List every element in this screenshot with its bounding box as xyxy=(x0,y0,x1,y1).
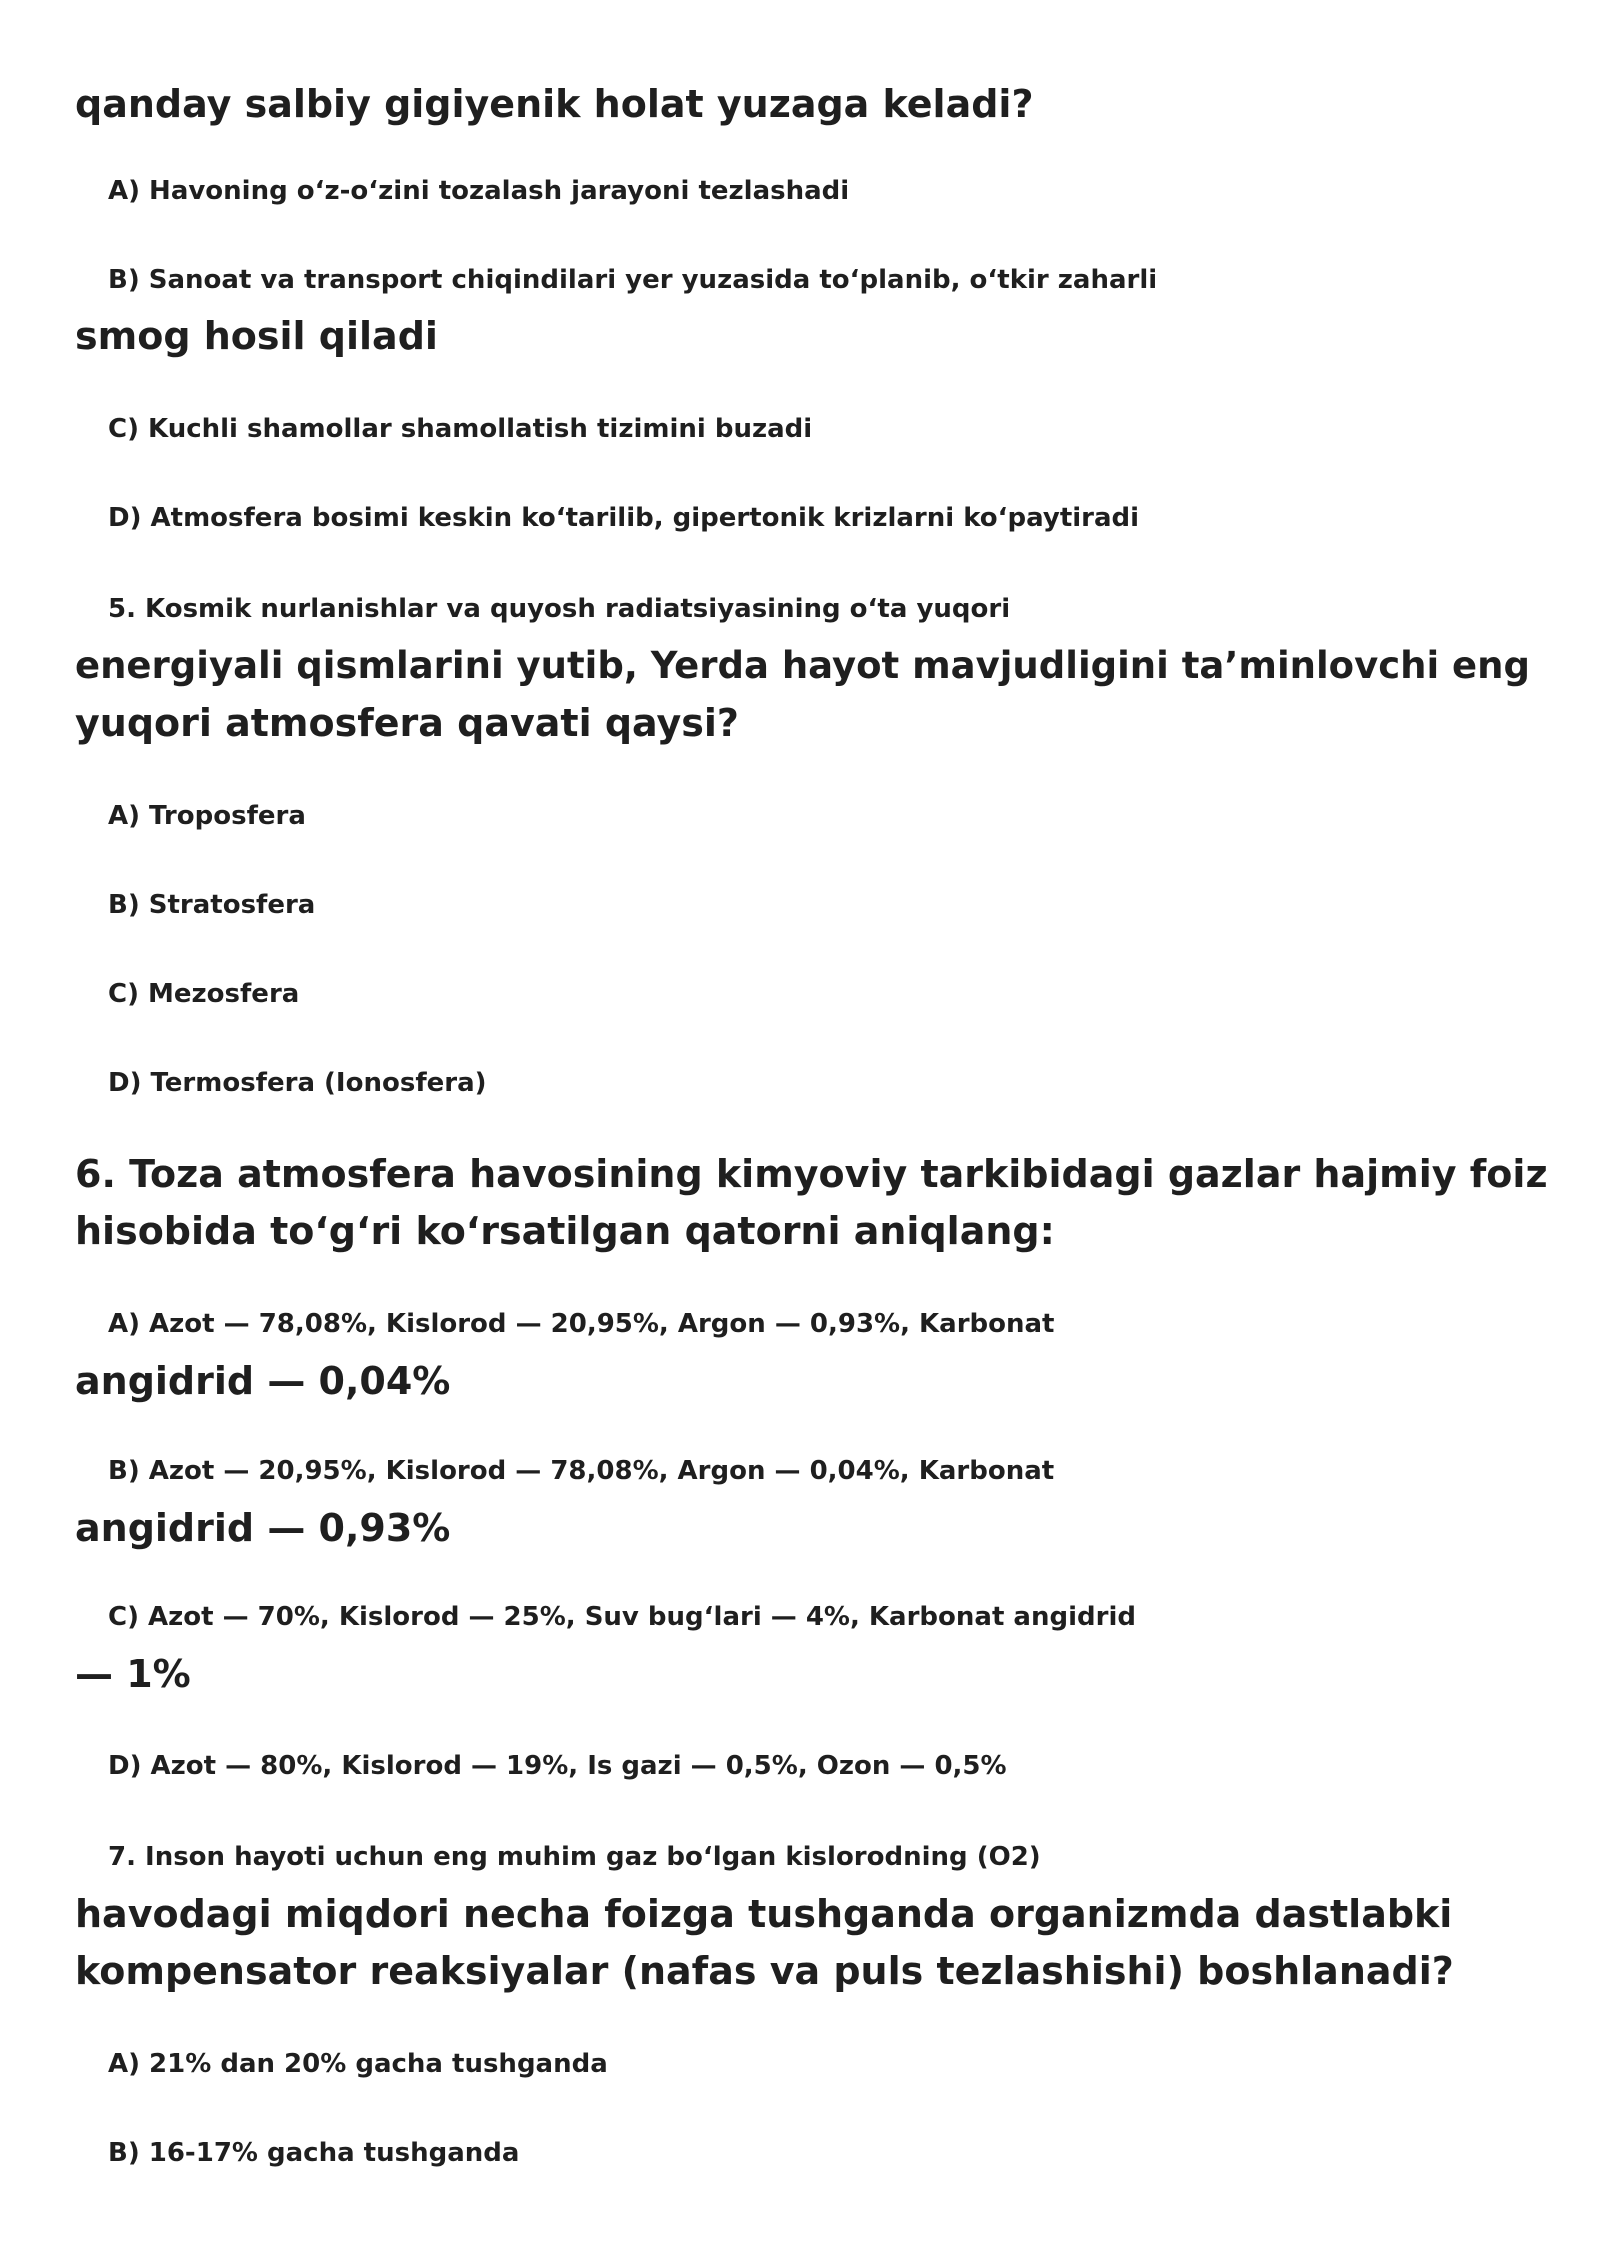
q4-option-b-cont: smog hosil qiladi xyxy=(75,314,438,358)
question-6: 6. Toza atmosfera havosining kimyoviy tarkibidagi gazlar hajmiy foiz xyxy=(75,1152,1548,1196)
question-5-line-2: energiyali qismlarini yutib, Yerda hayot mavjudligini ta’minlovchi eng xyxy=(75,644,1530,687)
question-7-line-2: havodagi miqdori necha foizga tushganda organizmda dastlabki xyxy=(75,1892,1453,1936)
q6-option-b: B) Azot — 20,95%, Kislorod — 78,08%, Argon — 0,04%, Karbonat xyxy=(108,1456,1055,1486)
q5-option-c: C) Mezosfera xyxy=(108,979,300,1009)
question-6-line-2: hisobida to‘g‘ri ko‘rsatilgan qatorni aniqlang: xyxy=(75,1209,1055,1253)
question-7: 7. Inson hayoti uchun eng muhim gaz bo‘lgan kislorodning (O2) xyxy=(108,1842,1041,1872)
question-4-stem-end: qanday salbiy gigiyenik holat yuzaga keladi? xyxy=(75,82,1034,126)
q7-option-b: B) 16-17% gacha tushganda xyxy=(108,2138,520,2168)
q4-option-a: A) Havoning o‘z-o‘zini tozalash jarayoni tezlashadi xyxy=(108,176,850,206)
q4-option-c: C) Kuchli shamollar shamollatish tizimini buzadi xyxy=(108,414,813,444)
question-7-line-3: kompensator reaksiyalar (nafas va puls tezlashishi) boshlanadi? xyxy=(75,1949,1454,1993)
question-5-line-3: yuqori atmosfera qavati qaysi? xyxy=(75,701,739,745)
q7-option-a: A) 21% dan 20% gacha tushganda xyxy=(108,2049,608,2079)
q5-option-b: B) Stratosfera xyxy=(108,890,316,920)
question-5: 5. Kosmik nurlanishlar va quyosh radiatsiyasining o‘ta yuqori xyxy=(108,594,1011,624)
q5-option-a: A) Troposfera xyxy=(108,801,306,831)
q6-option-c-cont: — 1% xyxy=(75,1652,191,1696)
q6-option-c: C) Azot — 70%, Kislorod — 25%, Suv bug‘lari — 4%, Karbonat angidrid xyxy=(108,1602,1136,1632)
q6-option-a: A) Azot — 78,08%, Kislorod — 20,95%, Argon — 0,93%, Karbonat xyxy=(108,1309,1055,1339)
q5-option-d: D) Termosfera (Ionosfera) xyxy=(108,1068,487,1098)
q6-option-a-cont: angidrid — 0,04% xyxy=(75,1359,451,1403)
q4-option-d: D) Atmosfera bosimi keskin ko‘tarilib, gipertonik krizlarni ko‘paytiradi xyxy=(108,503,1140,533)
q6-option-b-cont: angidrid — 0,93% xyxy=(75,1506,451,1550)
q4-option-b: B) Sanoat va transport chiqindilari yer yuzasida to‘planib, o‘tkir zaharli xyxy=(108,265,1158,295)
q6-option-d: D) Azot — 80%, Kislorod — 19%, Is gazi — 0,5%, Ozon — 0,5% xyxy=(108,1751,1007,1781)
